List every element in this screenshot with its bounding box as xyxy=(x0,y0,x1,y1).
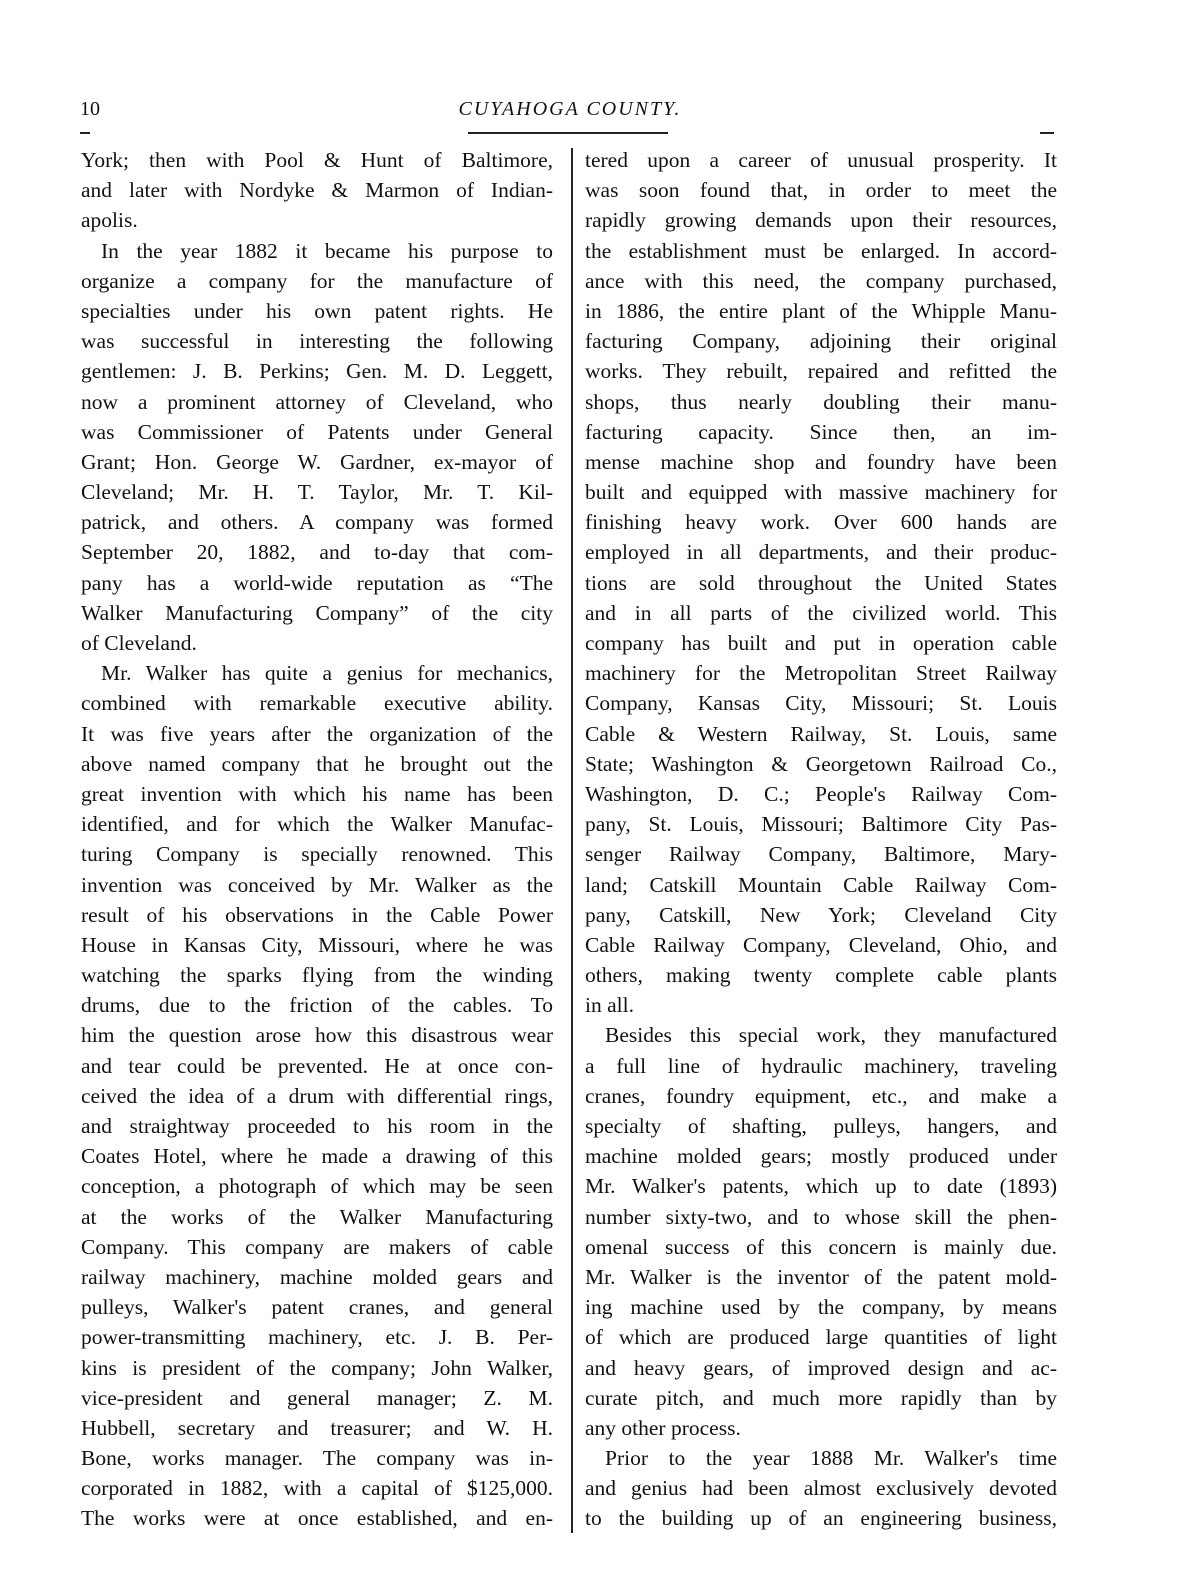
running-title: CUYAHOGA COUNTY. xyxy=(458,98,682,120)
text-line: curate pitch, and much more rapidly than by xyxy=(585,1385,1057,1410)
text-line: Company. This company are makers of cable xyxy=(81,1234,553,1259)
text-line: invention was conceived by Mr. Walker as the xyxy=(81,872,553,897)
text-line: machine molded gears; mostly produced under xyxy=(585,1144,1057,1169)
text-line: In the year 1882 it became his purpose to xyxy=(101,238,553,263)
text-line: was soon found that, in order to meet the xyxy=(585,178,1057,203)
text-line: patrick, and others. A company was formed xyxy=(81,510,553,535)
paragraph xyxy=(81,236,553,659)
text-line: and heavy gears, of improved design and ac- xyxy=(585,1355,1057,1380)
paragraph xyxy=(585,1020,1057,1443)
text-line: him the question arose how this disastrous wear xyxy=(81,1023,553,1048)
text-line: any other process. xyxy=(585,1415,741,1440)
text-line: and straightway proceeded to his room in the xyxy=(81,1114,553,1138)
text-line: and in all parts of the civilized world. This xyxy=(585,600,1057,625)
text-line: tered upon a career of unusual prosperity. It xyxy=(585,148,1057,172)
text-line: great invention with which his name has been xyxy=(81,781,553,806)
left-column xyxy=(81,145,553,1534)
text-line: railway machinery, machine molded gears and xyxy=(81,1264,553,1289)
text-line: Cable Railway Company, Cleveland, Ohio, and xyxy=(585,932,1057,957)
text-line: The works were at once established, and en- xyxy=(81,1506,553,1531)
text-line: organize a company for the manufacture of xyxy=(81,268,553,293)
text-line: in 1886, the entire plant of the Whipple Manu- xyxy=(585,298,1057,323)
text-line: identified, and for which the Walker Manufac- xyxy=(81,812,553,837)
text-line: House in Kansas City, Missouri, where he was xyxy=(81,932,553,957)
text-line: in all. xyxy=(585,993,634,1018)
text-line: It was five years after the organization of the xyxy=(81,721,553,746)
text-line: State; Washington & Georgetown Railroad Co., xyxy=(585,751,1057,776)
text-line: watching the sparks flying from the winding xyxy=(81,963,553,988)
text-line: conception, a photograph of which may be seen xyxy=(81,1174,553,1199)
text-line: at the works of the Walker Manufacturing xyxy=(81,1204,553,1229)
text-line: specialties under his own patent rights. He xyxy=(81,298,553,323)
text-line: Mr. Walker has quite a genius for mechanics, xyxy=(101,661,553,686)
text-line: ceived the idea of a drum with differential rings, xyxy=(81,1083,553,1108)
text-line: others, making twenty complete cable plants xyxy=(585,963,1057,988)
text-line: ance with this need, the company purchased, xyxy=(585,268,1057,293)
text-line: of which are produced large quantities of light xyxy=(585,1325,1057,1350)
text-line: turing Company is specially renowned. This xyxy=(81,842,553,867)
text-line: mense machine shop and foundry have been xyxy=(585,449,1057,474)
text-line: tions are sold throughout the United States xyxy=(585,570,1057,595)
header-rule xyxy=(1040,132,1054,134)
text-line: finishing heavy work. Over 600 hands are xyxy=(585,510,1057,535)
text-line: Company, Kansas City, Missouri; St. Louis xyxy=(585,691,1057,716)
text-line: facturing capacity. Since then, an im- xyxy=(585,419,1057,444)
text-line: Besides this special work, they manufactured xyxy=(605,1023,1057,1048)
text-line: and later with Nordyke & Marmon of Indian- xyxy=(81,178,553,203)
text-line: Walker Manufacturing Company” of the city xyxy=(81,600,553,625)
text-line: and tear could be prevented. He at once con- xyxy=(81,1053,553,1078)
text-line: Prior to the year 1888 Mr. Walker's time xyxy=(605,1446,1057,1471)
text-line: gentlemen: J. B. Perkins; Gen. M. D. Leggett, xyxy=(81,359,553,384)
header-rule xyxy=(468,132,668,134)
text-line: specialty of shafting, pulleys, hangers, and xyxy=(585,1114,1057,1138)
text-line: apolis. xyxy=(81,208,138,233)
text-line: was successful in interesting the following xyxy=(81,329,553,354)
column-divider xyxy=(571,148,573,1533)
text-line: Hubbell, secretary and treasurer; and W. H. xyxy=(81,1415,553,1440)
text-line: built and equipped with massive machinery for xyxy=(585,480,1057,505)
text-line: machinery for the Metropolitan Street Railway xyxy=(585,661,1057,686)
right-column xyxy=(585,145,1057,1534)
text-line: above named company that he brought out the xyxy=(81,751,553,776)
text-line: rapidly growing demands upon their resources, xyxy=(585,208,1057,233)
header-rule xyxy=(80,132,90,134)
text-line: works. They rebuilt, repaired and refitted the xyxy=(585,359,1057,384)
text-line: pany, Catskill, New York; Cleveland City xyxy=(585,902,1057,927)
text-line: senger Railway Company, Baltimore, Mary- xyxy=(585,842,1057,867)
paragraph xyxy=(585,1443,1057,1534)
paragraph xyxy=(81,145,553,236)
text-line: number sixty-two, and to whose skill the phen- xyxy=(585,1204,1057,1229)
text-line: pany has a world-wide reputation as “The xyxy=(81,570,553,595)
text-line: Cable & Western Railway, St. Louis, same xyxy=(585,721,1057,746)
text-line: cranes, foundry equipment, etc., and make a xyxy=(585,1083,1057,1108)
text-line: Grant; Hon. George W. Gardner, ex-mayor of xyxy=(81,449,553,474)
text-line: Cleveland; Mr. H. T. Taylor, Mr. T. Kil- xyxy=(81,480,553,505)
text-line: omenal success of this concern is mainly due. xyxy=(585,1234,1057,1259)
text-line: land; Catskill Mountain Cable Railway Com- xyxy=(585,872,1057,897)
text-line: Bone, works manager. The company was in- xyxy=(81,1446,553,1471)
text-line: and genius had been almost exclusively devoted xyxy=(585,1476,1057,1501)
text-line: drums, due to the friction of the cables. To xyxy=(81,993,553,1018)
text-line: employed in all departments, and their produc- xyxy=(585,540,1057,565)
text-line: shops, thus nearly doubling their manu- xyxy=(585,389,1057,414)
text-line: combined with remarkable executive ability. xyxy=(81,691,553,716)
page-number: 10 xyxy=(80,98,100,120)
paragraph xyxy=(585,145,1057,1020)
text-line: now a prominent attorney of Cleveland, who xyxy=(81,389,553,414)
text-line: ing machine used by the company, by means xyxy=(585,1295,1057,1320)
paragraph xyxy=(81,658,553,1533)
text-line: York; then with Pool & Hunt of Baltimore, xyxy=(81,148,553,172)
text-line: corporated in 1882, with a capital of $125,000. xyxy=(81,1476,553,1501)
text-line: pany, St. Louis, Missouri; Baltimore City Pas- xyxy=(585,812,1057,837)
text-line: facturing Company, adjoining their original xyxy=(585,329,1057,354)
text-line: Mr. Walker's patents, which up to date (1893) xyxy=(585,1174,1057,1199)
text-line: to the building up of an engineering business, xyxy=(585,1506,1057,1531)
text-line: Washington, D. C.; People's Railway Com- xyxy=(585,781,1057,806)
text-line: Mr. Walker is the inventor of the patent mold- xyxy=(585,1264,1057,1289)
text-line: pulleys, Walker's patent cranes, and general xyxy=(81,1295,553,1320)
text-line: the establishment must be enlarged. In accord- xyxy=(585,238,1057,263)
text-line: was Commissioner of Patents under General xyxy=(81,419,553,444)
text-line: a full line of hydraulic machinery, traveling xyxy=(585,1053,1057,1078)
text-line: company has built and put in operation cable xyxy=(585,631,1057,655)
text-line: result of his observations in the Cable Power xyxy=(81,902,553,927)
text-line: September 20, 1882, and to-day that com- xyxy=(81,540,553,565)
text-line: of Cleveland. xyxy=(81,631,197,655)
text-line: vice-president and general manager; Z. M. xyxy=(81,1385,553,1410)
text-line: Coates Hotel, where he made a drawing of this xyxy=(81,1144,553,1169)
text-line: power-transmitting machinery, etc. J. B. Per- xyxy=(81,1325,553,1350)
text-line: kins is president of the company; John Walker, xyxy=(81,1355,553,1380)
